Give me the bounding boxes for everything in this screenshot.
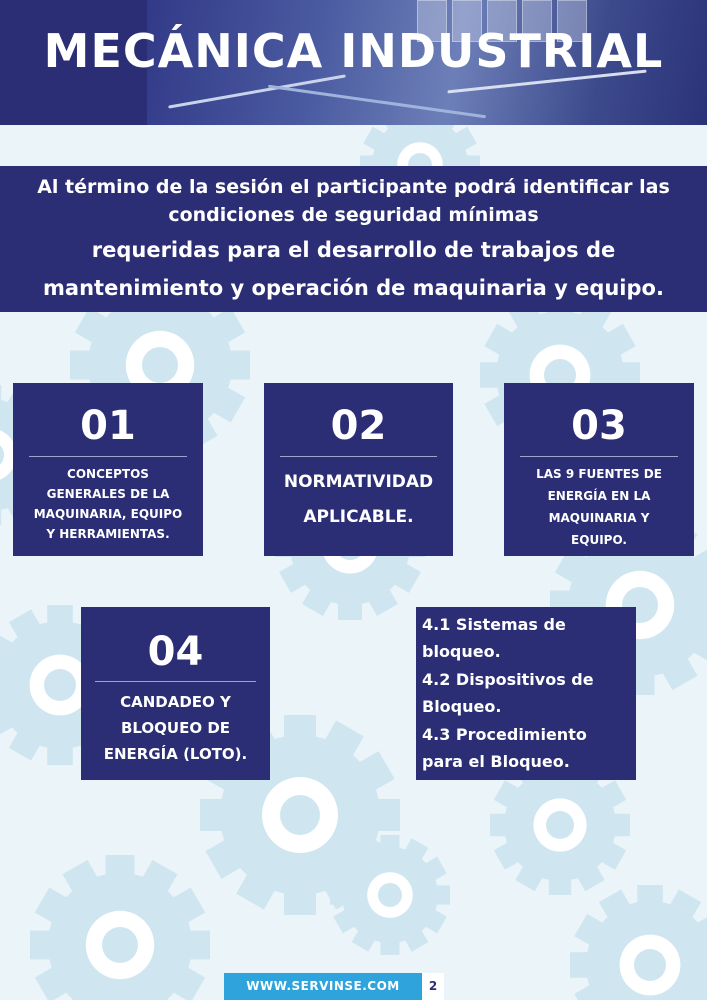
subtopic-line: para el Bloqueo. bbox=[422, 752, 570, 771]
module-title-line: MAQUINARIA, EQUIPO bbox=[33, 507, 183, 521]
subtopic-line: 4.1 Sistemas de bbox=[422, 615, 566, 634]
module-title-line: ENERGÍA EN LA bbox=[547, 489, 651, 503]
module-title-line: CONCEPTOS bbox=[67, 467, 149, 481]
objective-line-1: Al término de la sesión el participante podrá identificar las bbox=[37, 176, 670, 198]
module-card-02 bbox=[264, 383, 453, 556]
subtopic-line: Bloqueo. bbox=[422, 697, 502, 716]
module-title-line: EQUIPO. bbox=[571, 533, 627, 547]
objective-banner bbox=[0, 166, 707, 312]
divider bbox=[29, 456, 187, 457]
module-card-01 bbox=[13, 383, 203, 556]
module-number: 02 bbox=[330, 403, 387, 449]
module-title-line: MAQUINARIA Y bbox=[548, 511, 650, 525]
page-number: 2 bbox=[422, 973, 444, 1000]
module-title-line: APLICABLE. bbox=[303, 507, 414, 527]
module-title-line: NORMATIVIDAD bbox=[283, 472, 434, 492]
module-title-line: GENERALES DE LA bbox=[46, 487, 170, 501]
module-number: 04 bbox=[147, 629, 204, 675]
module-number: 01 bbox=[80, 403, 136, 449]
subtopics-box bbox=[416, 607, 636, 780]
page-title: MECÁNICA INDUSTRIAL bbox=[43, 24, 664, 78]
module-card-04 bbox=[81, 607, 270, 780]
divider bbox=[520, 456, 678, 457]
subtopic-line: 4.2 Dispositivos de bbox=[422, 670, 594, 689]
objective-line-3: requeridas para el desarrollo de trabajos de bbox=[91, 238, 616, 262]
objective-line-2: condiciones de seguridad mínimas bbox=[168, 204, 539, 226]
divider bbox=[280, 456, 437, 457]
subtopic-line: bloqueo. bbox=[422, 642, 501, 661]
module-number: 03 bbox=[571, 403, 627, 449]
divider bbox=[95, 681, 256, 682]
header-banner bbox=[0, 0, 707, 125]
module-title-line: LAS 9 FUENTES DE bbox=[536, 467, 662, 481]
module-title-line: Y HERRAMIENTAS. bbox=[46, 527, 170, 541]
subtopic-line: 4.3 Procedimiento bbox=[422, 725, 587, 744]
module-title-line: CANDADEO Y bbox=[120, 693, 231, 711]
module-title-line: BLOQUEO DE bbox=[120, 719, 231, 737]
objective-line-4: mantenimiento y operación de maquinaria y equipo. bbox=[43, 276, 664, 300]
website-link[interactable]: WWW.SERVINSE.COM bbox=[224, 973, 422, 1000]
module-card-03 bbox=[504, 383, 694, 556]
module-title-line: ENERGÍA (LOTO). bbox=[103, 745, 248, 763]
